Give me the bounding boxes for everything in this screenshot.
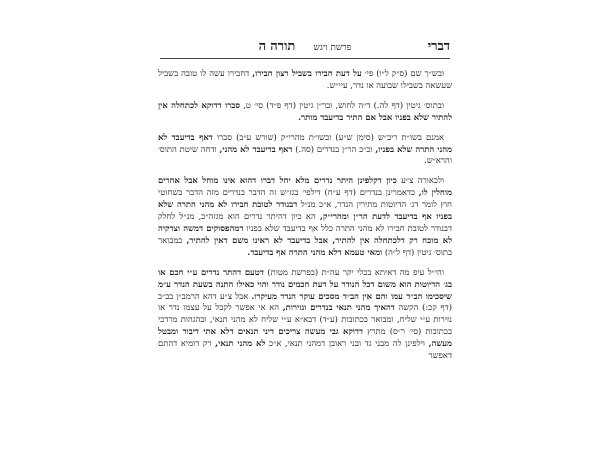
text-run: ולכאורה צ״ע: [396, 175, 445, 186]
text-run: אבל צ״ע דהא הרמב״ן בב״ב (דף קכ:) הקשה: [158, 290, 452, 313]
bold-text: על דעת חבירו בשביל רצון חבירו,: [252, 68, 362, 78]
text-run: הא כיון דהיתר נדרים הוא מגזה״כ, מנ״ל לחלק דבנודר לטובת חבירו לא מהני התרה כלל אף בדיעבד שלא בפניו: [158, 211, 452, 233]
text-run: אמנם בשו״ת ריב״ש (סימן ש״ע) ובשו״ת מהרי״ק (שורש ע״ב) סברו: [212, 131, 444, 142]
text-run: כדאמרינן בנדרים (דף ע״ח) דילפי׳ בגז״ש זה הדבר בנדרים מזה הדבר בשחוטי חוץ לומר דג׳ הדיוטות מתירין הנדר, א״כ מנ״ל: [158, 187, 452, 210]
page-body: [158, 68, 452, 370]
paragraph: [158, 175, 452, 258]
paragraph: [158, 267, 452, 362]
text-run: וכ״כ הר״ן בנדרים (סה.): [292, 143, 376, 154]
paragraph: [158, 100, 452, 124]
text-run: רק דומיא דהתם דאפשר: [158, 338, 452, 361]
text-run: וילפינן לה מבני גד ובני ראובן דמהני תנאי, א״כ: [265, 338, 429, 349]
bold-text: סברו דדוקא לכתחלה אין להתיר שלא בפניו אבל אם התיר בדיעבד מותר.: [158, 99, 452, 122]
text-run: ובתוס׳ גיטין (דף לה.) ד״ה לחוש, ובר״ן גיטין (דף פ״ד) סי׳ ט,: [240, 99, 444, 110]
bold-text: ומאי טעמא דלא מהני התרה אף בדיעבד.: [247, 246, 383, 257]
bold-text: דבנודר לטובת חבירו לא מהני התרה שלא בפניו אף בדיעבד לדעת הר״ן ומהרי״ק,: [158, 199, 452, 222]
header-parsha: פרשת ויגש: [313, 43, 352, 53]
bold-text: דדוקא גבי מעשה צריכים דיני תנאים דלא אתי דיבור ומבטל מעשה,: [158, 326, 452, 349]
header-torah: תורה: [270, 39, 296, 54]
text-run: כמבואר בתוס׳ גיטין (דף ל״ה): [158, 234, 452, 257]
bold-text: דטעם דהתר נדרים ע״י חכם או בג׳ הדיוטות הוא משום דכל הנודר על דעת חכמים נודר והוי כאילו התנה בשעת הנדר ע״מ שיסכימו הב״ד עמו והם אין הב״ד מסכים עוקר הנדר מעיקרו.: [158, 266, 452, 301]
header-page-letter: ה: [258, 39, 267, 54]
header-title: דברי: [427, 39, 450, 54]
header-rule: [160, 58, 450, 59]
text-run: דחבירו עשה לו טובה בשביל שעשאה בשבילו שבועה או נדר, עיי״ש.: [158, 68, 452, 90]
paragraph: [158, 132, 452, 168]
text-run: הא אי אפשר לקבל על עצמו נדר או נזירות ע״י שליח, ומבואר בכתובות (ע״ד) דבא״א ע״י שליח לא מהני תנאי, ובהגהות מרדכי בכתובות (סי׳ ר״ס) מתרץ: [158, 302, 452, 337]
bold-text: דהאיך מהני תנאי בנדרים ונזירות,: [282, 302, 395, 313]
bold-text: דאף בדיעבד לא מהני,: [219, 143, 293, 154]
paragraph: [158, 68, 452, 92]
page-header: [160, 38, 450, 58]
bold-text: דאף בדיעבד לא מהני התרה שלא בפניו,: [158, 131, 453, 154]
text-run: והי״ל עיפ מה דאיתא בכלי יקר עה״ת (בפרשת מטות): [263, 266, 444, 277]
bold-text: לא מהני תנאי,: [215, 338, 266, 349]
bold-text: כיון דקלפינן היתר נדרים מלא יחל דברו דהוא אינו מוחל אבל אחרים מוחלין לו,: [158, 175, 452, 198]
text-run: ובש״ך שם (ס״ק ל״ו) פי׳: [361, 68, 445, 78]
header-center: [160, 38, 450, 54]
text-run: ודחה שיטת התוס׳ והרא״ש.: [158, 143, 452, 166]
bold-text: דמהפסוקים דמשה וצדקיה לא מוכח רק דלכתחלה אין להתיר, אבל בדיעבד לא ראינו משם דאין להתיר,: [158, 222, 452, 245]
